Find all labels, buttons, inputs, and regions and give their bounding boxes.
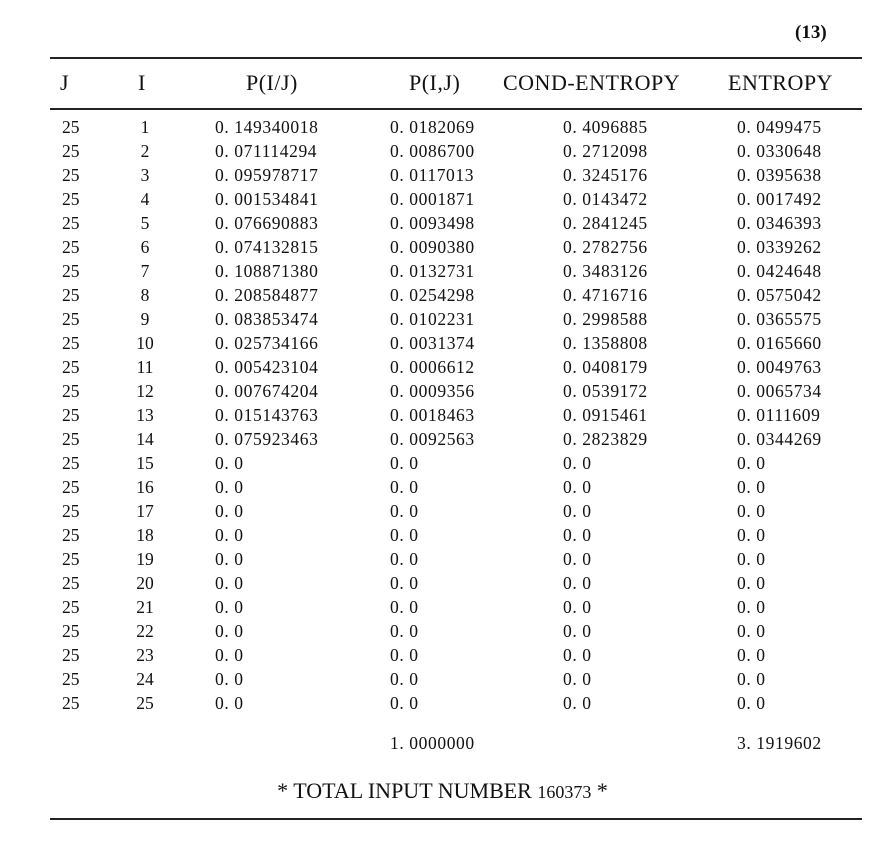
cell-i: 12 bbox=[136, 381, 154, 401]
cell-p-i-given-j: 0. 025734166 bbox=[215, 333, 319, 353]
cell-p-i-j: 0. 0 bbox=[390, 549, 419, 569]
cell-i: 14 bbox=[136, 429, 154, 449]
cell-j: 25 bbox=[62, 261, 80, 281]
cell-p-i-given-j: 0. 0 bbox=[215, 597, 244, 617]
header-rule bbox=[50, 108, 862, 110]
cell-cond-entropy: 0. 3245176 bbox=[563, 165, 648, 185]
cell-p-i-given-j: 0. 0 bbox=[215, 693, 244, 713]
cell-cond-entropy: 0. 4716716 bbox=[563, 285, 648, 305]
cell-entropy: 0. 0 bbox=[737, 453, 766, 473]
cell-cond-entropy: 0. 0 bbox=[563, 501, 592, 521]
cell-j: 25 bbox=[62, 597, 80, 617]
cell-j: 25 bbox=[62, 285, 80, 305]
table-row bbox=[0, 597, 885, 621]
cell-j: 25 bbox=[62, 189, 80, 209]
cell-p-i-given-j: 0. 015143763 bbox=[215, 405, 319, 425]
cell-cond-entropy: 0. 0 bbox=[563, 525, 592, 545]
cell-entropy: 0. 0017492 bbox=[737, 189, 822, 209]
cell-cond-entropy: 0. 2841245 bbox=[563, 213, 648, 233]
cell-j: 25 bbox=[62, 117, 80, 137]
header-entropy: ENTROPY bbox=[728, 70, 833, 95]
cell-entropy: 0. 0 bbox=[737, 501, 766, 521]
cell-p-i-given-j: 0. 0 bbox=[215, 549, 244, 569]
cell-p-i-j: 0. 0086700 bbox=[390, 141, 475, 161]
cell-p-i-given-j: 0. 005423104 bbox=[215, 357, 319, 377]
cell-p-i-given-j: 0. 076690883 bbox=[215, 213, 319, 233]
cell-entropy: 0. 0065734 bbox=[737, 381, 822, 401]
header-cond-entropy: COND-ENTROPY bbox=[503, 70, 681, 95]
cell-j: 25 bbox=[62, 501, 80, 521]
cell-i: 16 bbox=[136, 477, 154, 497]
cell-cond-entropy: 0. 0 bbox=[563, 573, 592, 593]
cell-p-i-j: 0. 0 bbox=[390, 525, 419, 545]
cell-i: 18 bbox=[136, 525, 154, 545]
cell-j: 25 bbox=[62, 333, 80, 353]
cell-j: 25 bbox=[62, 141, 80, 161]
cell-j: 25 bbox=[62, 381, 80, 401]
page-number: (13) bbox=[795, 22, 827, 43]
cell-entropy: 0. 0165660 bbox=[737, 333, 822, 353]
cell-p-i-j: 0. 0006612 bbox=[390, 357, 475, 377]
cell-cond-entropy: 0. 0 bbox=[563, 621, 592, 641]
cell-j: 25 bbox=[62, 165, 80, 185]
cell-i: 22 bbox=[136, 621, 154, 641]
cell-entropy: 0. 0395638 bbox=[737, 165, 822, 185]
cell-p-i-j: 0. 0001871 bbox=[390, 189, 475, 209]
cell-p-i-j: 0. 0 bbox=[390, 477, 419, 497]
table-row bbox=[0, 189, 885, 213]
cell-cond-entropy: 0. 1358808 bbox=[563, 333, 648, 353]
cell-p-i-given-j: 0. 0 bbox=[215, 573, 244, 593]
cell-cond-entropy: 0. 0 bbox=[563, 669, 592, 689]
table-row bbox=[0, 165, 885, 189]
cell-p-i-given-j: 0. 0 bbox=[215, 621, 244, 641]
cell-j: 25 bbox=[62, 477, 80, 497]
table-row bbox=[0, 501, 885, 525]
cell-cond-entropy: 0. 0 bbox=[563, 549, 592, 569]
cell-p-i-j: 0. 0092563 bbox=[390, 429, 475, 449]
cell-entropy: 0. 0330648 bbox=[737, 141, 822, 161]
cell-p-i-j: 0. 0 bbox=[390, 645, 419, 665]
cell-cond-entropy: 0. 0 bbox=[563, 693, 592, 713]
cell-p-i-given-j: 0. 095978717 bbox=[215, 165, 319, 185]
header-i: I bbox=[138, 70, 146, 95]
table-row bbox=[0, 645, 885, 669]
cell-entropy: 0. 0 bbox=[737, 597, 766, 617]
cell-cond-entropy: 0. 0539172 bbox=[563, 381, 648, 401]
cell-entropy: 0. 0 bbox=[737, 621, 766, 641]
cell-i: 9 bbox=[140, 309, 150, 329]
cell-entropy: 0. 0049763 bbox=[737, 357, 822, 377]
cell-entropy: 0. 0365575 bbox=[737, 309, 822, 329]
cell-p-i-given-j: 0. 071114294 bbox=[215, 141, 318, 161]
cell-p-i-j: 0. 0031374 bbox=[390, 333, 475, 353]
header-j: J bbox=[60, 70, 70, 95]
table-row bbox=[0, 693, 885, 717]
cell-p-i-j: 0. 0 bbox=[390, 669, 419, 689]
cell-entropy: 0. 0 bbox=[737, 549, 766, 569]
cell-entropy: 0. 0344269 bbox=[737, 429, 822, 449]
total-entropy: 3. 1919602 bbox=[737, 733, 822, 753]
cell-p-i-j: 0. 0102231 bbox=[390, 309, 475, 329]
cell-entropy: 0. 0346393 bbox=[737, 213, 822, 233]
cell-p-i-j: 0. 0 bbox=[390, 453, 419, 473]
cell-p-i-given-j: 0. 0 bbox=[215, 477, 244, 497]
cell-p-i-j: 0. 0018463 bbox=[390, 405, 475, 425]
cell-j: 25 bbox=[62, 525, 80, 545]
footer-suffix: * bbox=[591, 778, 608, 803]
cell-i: 3 bbox=[140, 165, 150, 185]
cell-entropy: 0. 0 bbox=[737, 669, 766, 689]
cell-p-i-j: 0. 0182069 bbox=[390, 117, 475, 137]
cell-j: 25 bbox=[62, 645, 80, 665]
cell-entropy: 0. 0 bbox=[737, 525, 766, 545]
cell-j: 25 bbox=[62, 573, 80, 593]
table-row bbox=[0, 141, 885, 165]
table-row bbox=[0, 573, 885, 597]
footer-prefix: * TOTAL INPUT NUMBER bbox=[277, 778, 538, 803]
bottom-rule bbox=[50, 818, 862, 820]
table-row bbox=[0, 261, 885, 285]
cell-cond-entropy: 0. 3483126 bbox=[563, 261, 648, 281]
table-row bbox=[0, 453, 885, 477]
header-p-i-given-j: P(I/J) bbox=[246, 70, 298, 95]
cell-p-i-j: 0. 0 bbox=[390, 621, 419, 641]
table-row bbox=[0, 309, 885, 333]
cell-p-i-given-j: 0. 074132815 bbox=[215, 237, 319, 257]
cell-p-i-given-j: 0. 001534841 bbox=[215, 189, 319, 209]
cell-j: 25 bbox=[62, 309, 80, 329]
cell-i: 13 bbox=[136, 405, 154, 425]
cell-p-i-given-j: 0. 208584877 bbox=[215, 285, 319, 305]
cell-i: 7 bbox=[140, 261, 150, 281]
cell-i: 24 bbox=[136, 669, 154, 689]
cell-i: 10 bbox=[136, 333, 154, 353]
cell-cond-entropy: 0. 2998588 bbox=[563, 309, 648, 329]
cell-entropy: 0. 0499475 bbox=[737, 117, 822, 137]
table-row bbox=[0, 669, 885, 693]
table-row bbox=[0, 549, 885, 573]
cell-entropy: 0. 0111609 bbox=[737, 405, 821, 425]
cell-j: 25 bbox=[62, 405, 80, 425]
cell-cond-entropy: 0. 0 bbox=[563, 477, 592, 497]
cell-i: 15 bbox=[136, 453, 154, 473]
cell-cond-entropy: 0. 0 bbox=[563, 453, 592, 473]
total-input-footer bbox=[0, 778, 885, 804]
cell-i: 25 bbox=[136, 693, 154, 713]
cell-j: 25 bbox=[62, 237, 80, 257]
table-row bbox=[0, 117, 885, 141]
cell-j: 25 bbox=[62, 453, 80, 473]
cell-entropy: 0. 0339262 bbox=[737, 237, 822, 257]
cell-p-i-given-j: 0. 149340018 bbox=[215, 117, 319, 137]
cell-i: 8 bbox=[140, 285, 150, 305]
table-row bbox=[0, 525, 885, 549]
cell-cond-entropy: 0. 0408179 bbox=[563, 357, 648, 377]
cell-p-i-j: 0. 0 bbox=[390, 693, 419, 713]
cell-i: 21 bbox=[136, 597, 154, 617]
table-row bbox=[0, 429, 885, 453]
cell-entropy: 0. 0 bbox=[737, 477, 766, 497]
cell-i: 5 bbox=[140, 213, 150, 233]
cell-p-i-given-j: 0. 0 bbox=[215, 669, 244, 689]
top-rule bbox=[50, 57, 862, 59]
table-row bbox=[0, 237, 885, 261]
table-row bbox=[0, 477, 885, 501]
cell-p-i-j: 0. 0 bbox=[390, 597, 419, 617]
cell-p-i-j: 0. 0254298 bbox=[390, 285, 475, 305]
cell-p-i-j: 0. 0 bbox=[390, 501, 419, 521]
cell-p-i-j: 0. 0 bbox=[390, 573, 419, 593]
cell-p-i-j: 0. 0117013 bbox=[390, 165, 475, 185]
cell-entropy: 0. 0575042 bbox=[737, 285, 822, 305]
cell-cond-entropy: 0. 0143472 bbox=[563, 189, 648, 209]
cell-p-i-given-j: 0. 108871380 bbox=[215, 261, 319, 281]
cell-cond-entropy: 0. 2782756 bbox=[563, 237, 648, 257]
cell-j: 25 bbox=[62, 429, 80, 449]
cell-cond-entropy: 0. 4096885 bbox=[563, 117, 648, 137]
header-p-i-j: P(I,J) bbox=[409, 70, 461, 95]
table-row bbox=[0, 405, 885, 429]
cell-entropy: 0. 0 bbox=[737, 693, 766, 713]
cell-i: 1 bbox=[140, 117, 150, 137]
cell-p-i-given-j: 0. 083853474 bbox=[215, 309, 319, 329]
cell-p-i-j: 0. 0093498 bbox=[390, 213, 475, 233]
cell-j: 25 bbox=[62, 357, 80, 377]
cell-entropy: 0. 0 bbox=[737, 645, 766, 665]
cell-p-i-given-j: 0. 007674204 bbox=[215, 381, 319, 401]
cell-p-i-given-j: 0. 0 bbox=[215, 525, 244, 545]
cell-p-i-j: 0. 0132731 bbox=[390, 261, 475, 281]
cell-i: 19 bbox=[136, 549, 154, 569]
table-row bbox=[0, 357, 885, 381]
cell-cond-entropy: 0. 2712098 bbox=[563, 141, 648, 161]
cell-p-i-given-j: 0. 075923463 bbox=[215, 429, 319, 449]
cell-i: 2 bbox=[140, 141, 150, 161]
table-row bbox=[0, 381, 885, 405]
cell-entropy: 0. 0424648 bbox=[737, 261, 822, 281]
cell-p-i-given-j: 0. 0 bbox=[215, 501, 244, 521]
cell-cond-entropy: 0. 0915461 bbox=[563, 405, 648, 425]
table-body bbox=[0, 117, 885, 717]
footer-number: 160373 bbox=[537, 782, 592, 802]
table-row bbox=[0, 621, 885, 645]
total-p-i-j: 1. 0000000 bbox=[390, 733, 475, 753]
cell-j: 25 bbox=[62, 213, 80, 233]
table-row bbox=[0, 213, 885, 237]
cell-j: 25 bbox=[62, 621, 80, 641]
cell-cond-entropy: 0. 0 bbox=[563, 597, 592, 617]
table-row bbox=[0, 333, 885, 357]
cell-i: 20 bbox=[136, 573, 154, 593]
cell-i: 17 bbox=[136, 501, 154, 521]
cell-j: 25 bbox=[62, 669, 80, 689]
cell-p-i-given-j: 0. 0 bbox=[215, 453, 244, 473]
cell-i: 23 bbox=[136, 645, 154, 665]
table-row bbox=[0, 285, 885, 309]
cell-cond-entropy: 0. 0 bbox=[563, 645, 592, 665]
cell-j: 25 bbox=[62, 549, 80, 569]
cell-i: 6 bbox=[140, 237, 150, 257]
cell-i: 11 bbox=[136, 357, 154, 377]
cell-cond-entropy: 0. 2823829 bbox=[563, 429, 648, 449]
cell-p-i-j: 0. 0090380 bbox=[390, 237, 475, 257]
cell-p-i-j: 0. 0009356 bbox=[390, 381, 475, 401]
cell-i: 4 bbox=[140, 189, 150, 209]
cell-p-i-given-j: 0. 0 bbox=[215, 645, 244, 665]
cell-entropy: 0. 0 bbox=[737, 573, 766, 593]
cell-j: 25 bbox=[62, 693, 80, 713]
